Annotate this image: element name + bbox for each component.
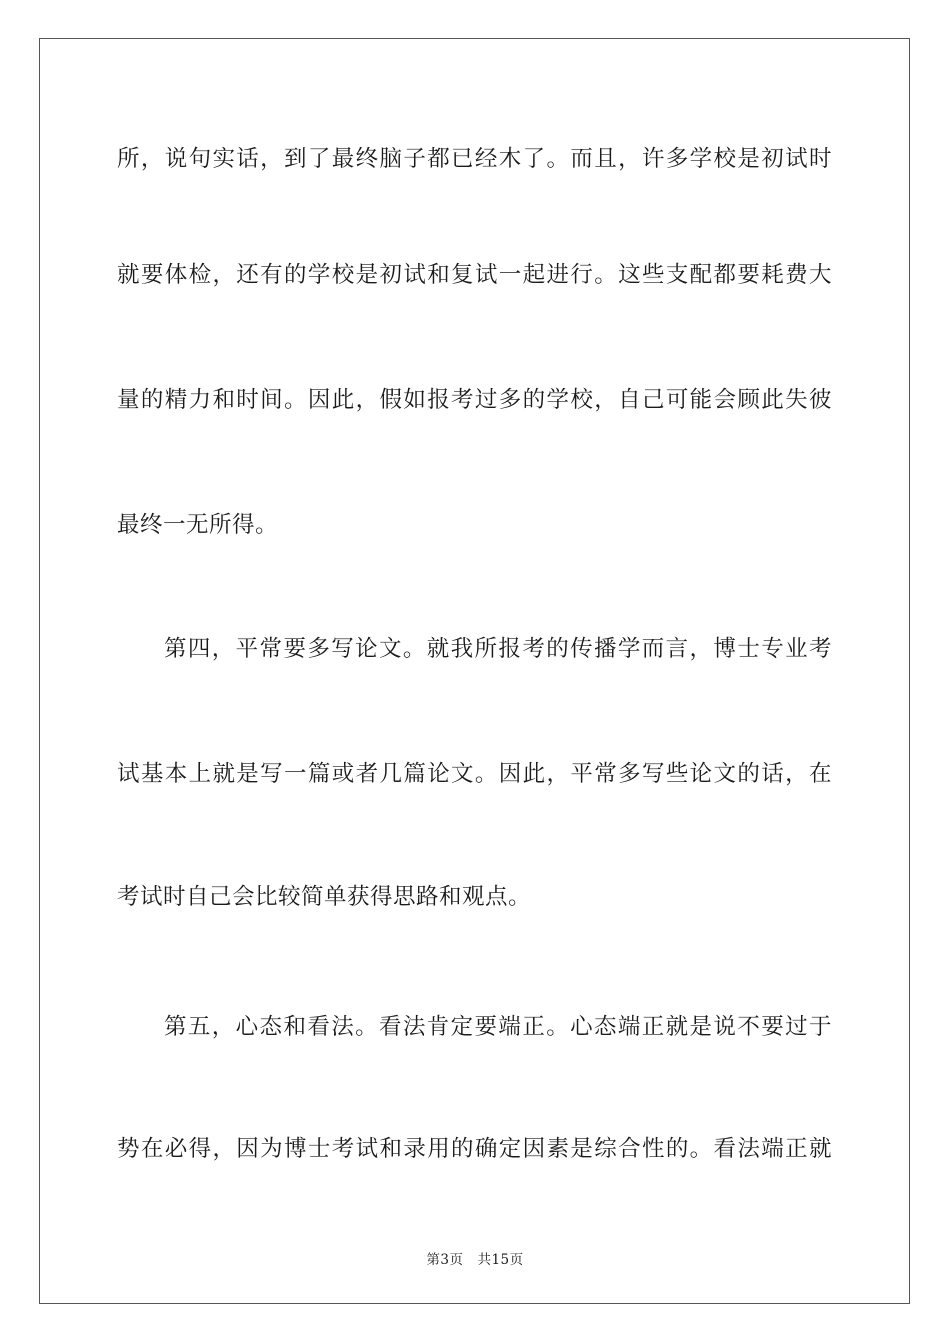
total-pages: 共15页 bbox=[477, 1252, 524, 1268]
paragraph-2-line-3: 考试时自己会比较简单获得思路和观点。 bbox=[117, 884, 532, 910]
page-number: 第3页 bbox=[426, 1252, 464, 1268]
paragraph-2-line-2: 试基本上就是写一篇或者几篇论文。因此，平常多写些论文的话，在 bbox=[117, 761, 832, 787]
paragraph-1-line-2: 就要体检，还有的学校是初试和复试一起进行。这些支配都要耗费大 bbox=[117, 262, 832, 288]
paragraph-3-line-2: 势在必得，因为博士考试和录用的确定因素是综合性的。看法端正就 bbox=[117, 1136, 832, 1162]
paragraph-2-line-1: 第四，平常要多写论文。就我所报考的传播学而言，博士专业考 bbox=[164, 636, 832, 662]
paragraph-3-line-1: 第五，心态和看法。看法肯定要端正。心态端正就是说不要过于 bbox=[164, 1014, 832, 1040]
page-frame bbox=[39, 38, 910, 1304]
page-footer bbox=[0, 1248, 950, 1268]
paragraph-1-line-4: 最终一无所得。 bbox=[117, 512, 279, 538]
paragraph-1-line-1: 所，说句实话，到了最终脑子都已经木了。而且，许多学校是初试时 bbox=[117, 146, 832, 172]
paragraph-1-line-3: 量的精力和时间。因此，假如报考过多的学校，自己可能会顾此失彼 bbox=[117, 387, 832, 413]
